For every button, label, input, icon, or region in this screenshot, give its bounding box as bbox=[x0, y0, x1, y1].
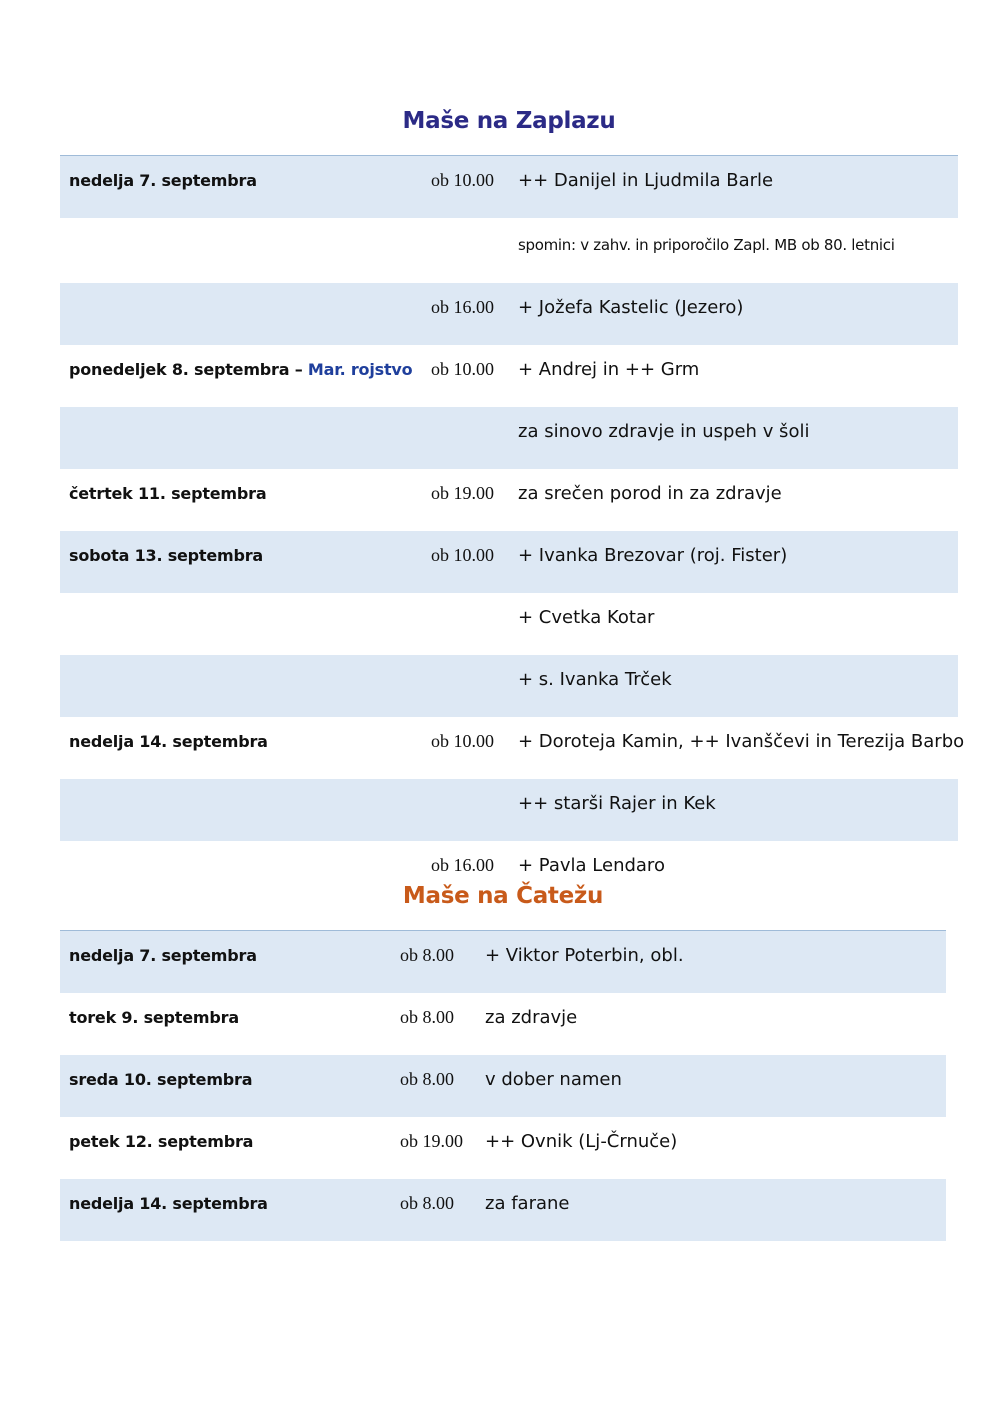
table-row bbox=[60, 931, 946, 994]
time-cell: ob 10.00 bbox=[431, 731, 494, 751]
time-cell: ob 8.00 bbox=[400, 1007, 454, 1027]
time-cell: ob 8.00 bbox=[391, 1179, 485, 1241]
intention-cell: za zdravje bbox=[485, 1007, 578, 1028]
day-label: četrtek 11. septembra bbox=[69, 484, 267, 503]
day-cell bbox=[60, 156, 415, 219]
day-label: nedelja 7. septembra bbox=[69, 946, 257, 965]
intention-cell: ++ Ovnik (Lj-Črnuče) bbox=[485, 1131, 678, 1152]
day-cell bbox=[60, 1179, 391, 1241]
day-label: petek 12. septembra bbox=[69, 1132, 254, 1151]
table-row bbox=[60, 283, 958, 345]
time-cell: ob 8.00 bbox=[391, 1055, 485, 1117]
time-cell bbox=[415, 407, 518, 469]
day-cell bbox=[60, 717, 415, 779]
time-cell: ob 10.00 bbox=[431, 359, 494, 379]
table-row bbox=[60, 717, 958, 779]
intention-cell: spomin: v zahv. in priporočilo Zapl. MB ob 80. letnici bbox=[518, 236, 895, 254]
zaplaz-title: Maše na Zaplazu bbox=[402, 108, 616, 134]
intention-cell: ++ starši Rajer in Kek bbox=[518, 779, 958, 841]
day-cell bbox=[60, 1117, 391, 1179]
intention-cell: v dober namen bbox=[485, 1055, 946, 1117]
time-cell bbox=[415, 593, 518, 655]
intention-cell: + s. Ivanka Trček bbox=[518, 655, 958, 717]
intention-cell: + Cvetka Kotar bbox=[518, 607, 655, 628]
zaplaz-section bbox=[60, 108, 965, 903]
day-label: sobota 13. septembra bbox=[69, 546, 264, 565]
table-row bbox=[60, 345, 958, 407]
table-row bbox=[60, 1055, 946, 1117]
day-cell bbox=[60, 1055, 391, 1117]
day-label: nedelja 14. septembra bbox=[69, 732, 268, 751]
table-row bbox=[60, 655, 958, 717]
table-row bbox=[60, 993, 946, 1055]
time-cell: ob 10.00 bbox=[415, 156, 518, 219]
day-cell bbox=[60, 993, 391, 1055]
intention-cell: + Andrej in ++ Grm bbox=[518, 359, 700, 380]
table-row bbox=[60, 469, 958, 531]
day-label: nedelja 14. septembra bbox=[69, 1194, 268, 1213]
intention-cell: + Ivanka Brezovar (roj. Fister) bbox=[518, 531, 958, 593]
day-label: sreda 10. septembra bbox=[69, 1070, 253, 1089]
catez-section bbox=[60, 883, 946, 1241]
time-cell: ob 16.00 bbox=[431, 855, 494, 875]
intention-cell: + Viktor Poterbin, obl. bbox=[485, 931, 946, 994]
day-cell bbox=[60, 779, 415, 841]
time-cell: ob 10.00 bbox=[415, 531, 518, 593]
time-cell: ob 19.00 bbox=[400, 1131, 463, 1151]
day-cell bbox=[60, 593, 415, 655]
day-cell bbox=[60, 218, 415, 283]
table-row bbox=[60, 1179, 946, 1241]
day-cell bbox=[60, 283, 415, 345]
time-cell: ob 8.00 bbox=[391, 931, 485, 994]
day-cell bbox=[60, 931, 391, 994]
day-label: torek 9. septembra bbox=[69, 1008, 239, 1027]
day-label: ponedeljek 8. septembra – bbox=[69, 360, 308, 379]
day-cell bbox=[60, 407, 415, 469]
intention-cell: + Pavla Lendaro bbox=[518, 855, 665, 876]
catez-mass-table bbox=[60, 930, 946, 1241]
day-cell bbox=[60, 655, 415, 717]
time-cell bbox=[415, 218, 518, 283]
catez-title: Maše na Čatežu bbox=[402, 883, 604, 909]
table-row bbox=[60, 531, 958, 593]
intention-cell: za sinovo zdravje in uspeh v šoli bbox=[518, 407, 958, 469]
table-row bbox=[60, 779, 958, 841]
zaplaz-mass-table bbox=[60, 155, 965, 903]
time-cell bbox=[415, 779, 518, 841]
intention-cell: + Jožefa Kastelic (Jezero) bbox=[518, 283, 958, 345]
table-row bbox=[60, 1117, 946, 1179]
time-cell bbox=[415, 655, 518, 717]
table-row bbox=[60, 218, 958, 283]
intention-cell: + Doroteja Kamin, ++ Ivanščevi in Terezija Barbo bbox=[518, 731, 965, 752]
day-label: nedelja 7. septembra bbox=[69, 171, 257, 190]
day-cell bbox=[60, 531, 415, 593]
table-row bbox=[60, 156, 958, 219]
intention-cell: ++ Danijel in Ljudmila Barle bbox=[518, 156, 958, 219]
time-cell: ob 16.00 bbox=[415, 283, 518, 345]
day-cell bbox=[60, 469, 415, 531]
intention-cell: za srečen porod in za zdravje bbox=[518, 483, 782, 504]
table-row bbox=[60, 593, 958, 655]
intention-cell: za farane bbox=[485, 1179, 946, 1241]
feast-label: Mar. rojstvo bbox=[307, 360, 413, 379]
time-cell: ob 19.00 bbox=[431, 483, 494, 503]
day-cell bbox=[60, 345, 415, 407]
table-row bbox=[60, 407, 958, 469]
